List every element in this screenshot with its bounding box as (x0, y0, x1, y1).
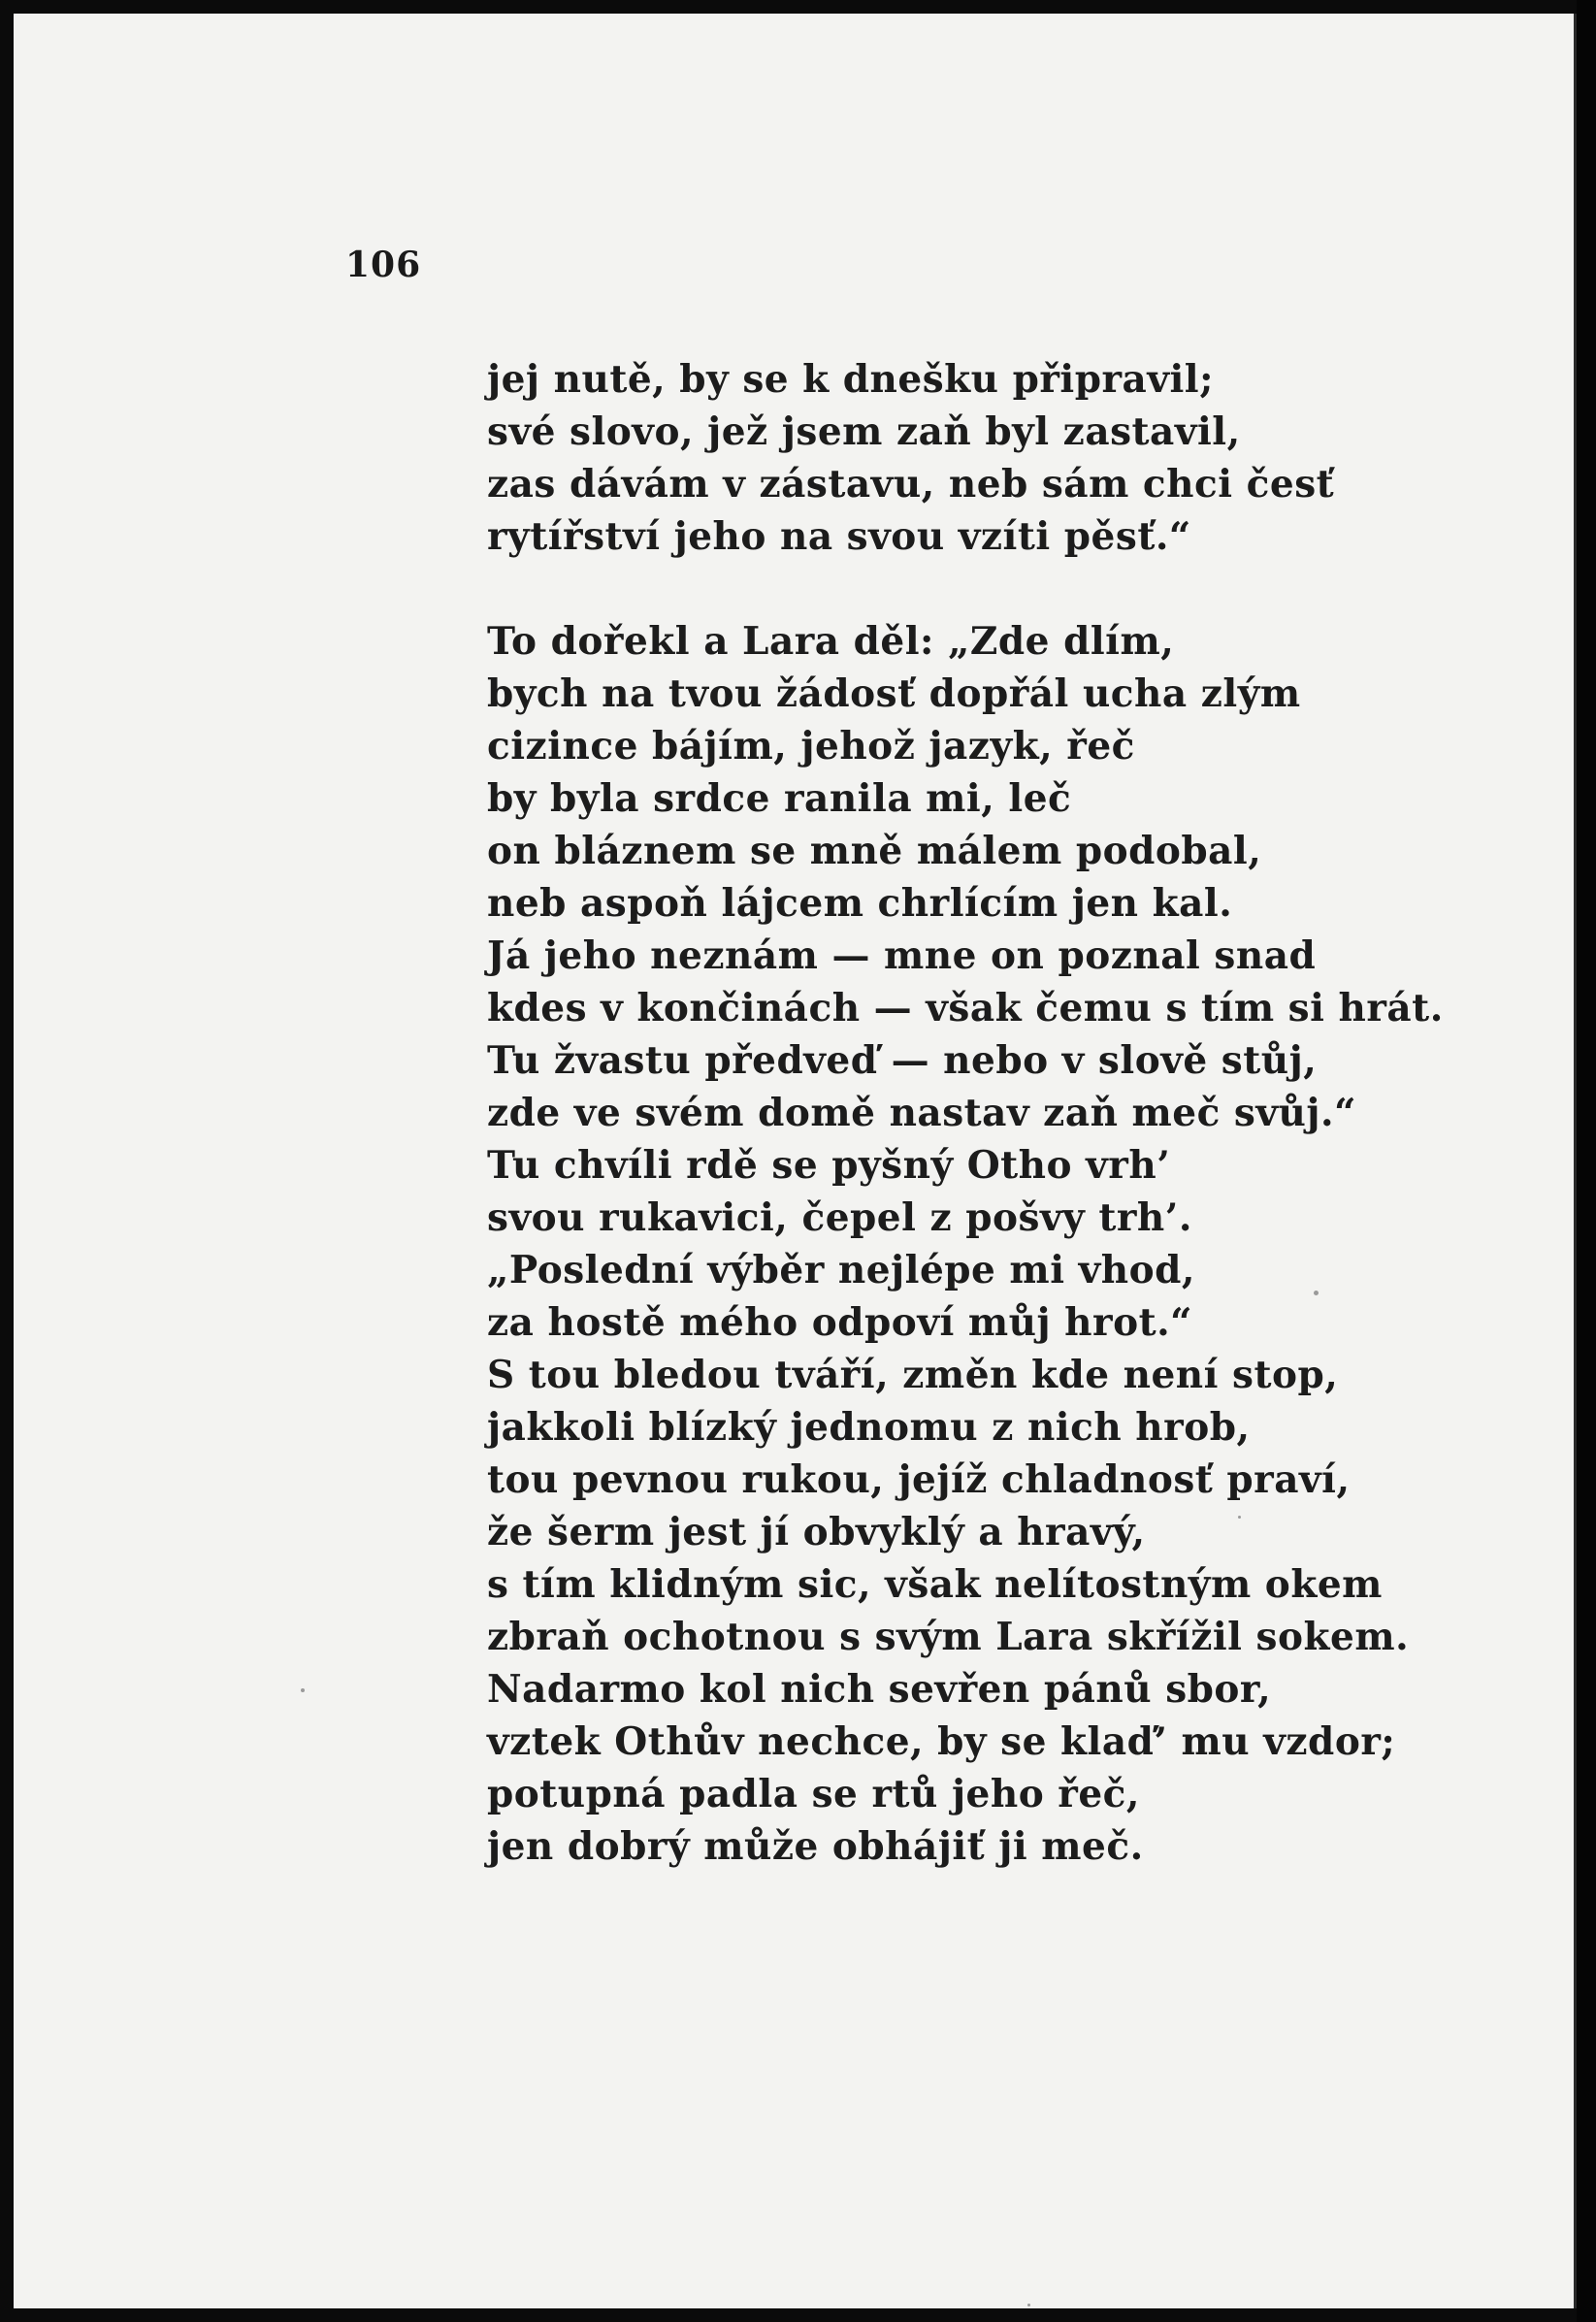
verse-line: zas dávám v zástavu, neb sám chci česť (487, 462, 1335, 507)
page-number: 106 (345, 245, 422, 285)
print-speck (1027, 2304, 1030, 2306)
verse-line: Tu žvastu předveď — nebo v slově stůj, (487, 1038, 1318, 1083)
verse-line: jej nutě, by se k dnešku připravil; (487, 357, 1215, 402)
verse-line: že šerm jest jí obvyklý a hravý, (487, 1510, 1146, 1554)
verse-line: rytířství jeho na svou vzíti pěsť.“ (487, 514, 1191, 559)
verse-line: svou rukavici, čepel z pošvy trh’. (487, 1195, 1192, 1240)
scan-edge (1577, 0, 1596, 2322)
verse-line: by byla srdce ranila mi, leč (487, 776, 1072, 821)
verse-line: vztek Othův nechce, by se klaď’ mu vzdor; (487, 1719, 1396, 1764)
verse-line: s tím klidným sic, však nelítostným okem (487, 1562, 1383, 1607)
verse-line: Nadarmo kol nich sevřen pánů sbor, (487, 1667, 1272, 1712)
verse-line: Já jeho neznám — mne on poznal snad (487, 933, 1317, 978)
verse-line: zde ve svém domě nastav zaň meč svůj.“ (487, 1091, 1357, 1135)
verse-line: jen dobrý může obhájiť ji meč. (487, 1824, 1144, 1869)
verse-line: cizince bájím, jehož jazyk, řeč (487, 724, 1135, 769)
verse-line: Tu chvíli rdě se pyšný Otho vrh’ (487, 1143, 1171, 1188)
verse-line: jakkoli blízký jednomu z nich hrob, (487, 1405, 1251, 1450)
verse-line: neb aspoň lájcem chrlícím jen kal. (487, 881, 1233, 926)
verse-line: S tou bledou tváří, změn kde není stop, (487, 1353, 1339, 1397)
print-speck (1238, 1516, 1241, 1519)
verse-line: zbraň ochotnou s svým Lara skřížil sokem. (487, 1615, 1410, 1659)
print-speck (301, 1688, 305, 1692)
verse-line: své slovo, jež jsem zaň byl zastavil, (487, 409, 1241, 454)
verse-line: za hostě mého odpoví můj hrot.“ (487, 1300, 1193, 1345)
stanza-1 (487, 353, 1334, 563)
book-page (14, 14, 1578, 2308)
verse-line: bych na tvou žádosť dopřál ucha zlým (487, 671, 1301, 716)
print-speck (1314, 1291, 1319, 1295)
verse-line: „Poslední výběr nejlépe mi vhod, (487, 1248, 1195, 1292)
verse-line: potupná padla se rtů jeho řeč, (487, 1772, 1140, 1816)
stanza-2 (487, 615, 1444, 1873)
verse-line: kdes v končinách — však čemu s tím si hrát. (487, 986, 1444, 1030)
verse-line: To dořekl a Lara děl: „Zde dlím, (487, 619, 1175, 664)
verse-line: on bláznem se mně málem podobal, (487, 829, 1262, 873)
verse-line: tou pevnou rukou, jejíž chladnosť praví, (487, 1457, 1351, 1502)
